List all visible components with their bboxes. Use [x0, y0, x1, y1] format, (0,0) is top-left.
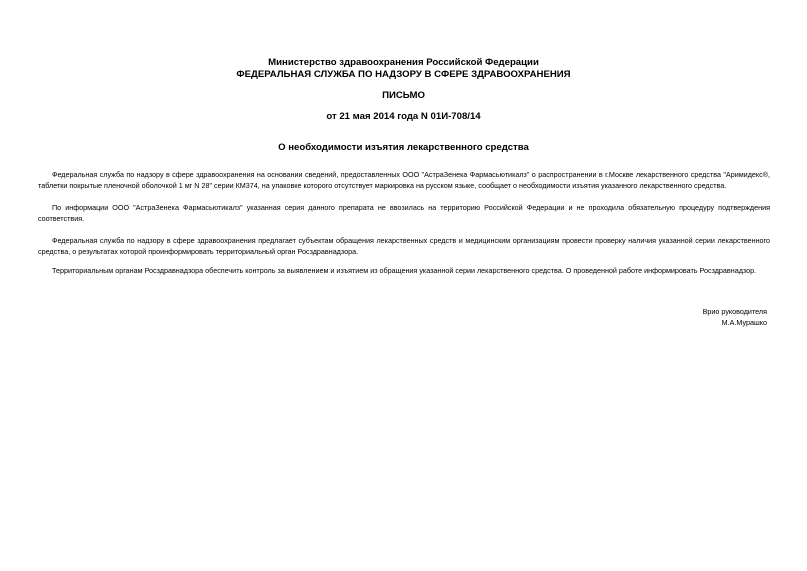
document-type: ПИСЬМО: [382, 90, 425, 101]
document-subject: О необходимости изъятия лекарственного средства: [278, 142, 529, 153]
ministry-name: Министерство здравоохранения Российской Федерации: [268, 57, 539, 68]
signatory-position: Врио руководителя: [702, 307, 767, 316]
document-date-number: от 21 мая 2014 года N 01И-708/14: [326, 111, 481, 122]
body-paragraph-3: Федеральная служба по надзору в сфере здравоохранения предлагает субъектам обращения лекарственных средств и медицинским организациям провести проверку наличия указанной серии лекарственного средства, о результатах которой проинформировать территориальный орган Росздравнадзора.: [38, 236, 770, 256]
body-paragraph-2: По информации ООО "АстраЗенека Фармасьютикалз" указанная серия данного препарата не ввозилась на территорию Российской Федерации и не проходила обязательную процедуру подтверждения соответствия.: [38, 203, 770, 223]
body-paragraph-1: Федеральная служба по надзору в сфере здравоохранения на основании сведений, предоставленных ООО "АстраЗенека Фармасьютикалз" о распространении в г.Москве лекарственного средства "Аримидекс®, таблетки покрытые пленочной оболочкой 1 мг N 28" серии КМ374, на упаковке которого отсутствует маркировка на русском языке, сообщает о необходимости изъятия указанного лекарственного средства.: [38, 170, 770, 190]
signatory-name: М.А.Мурашко: [721, 317, 767, 327]
service-name: ФЕДЕРАЛЬНАЯ СЛУЖБА ПО НАДЗОРУ В СФЕРЕ ЗДРАВООХРАНЕНИЯ: [236, 69, 571, 80]
body-paragraph-4: Территориальным органам Росздравнадзора обеспечить контроль за выявлением и изъятием из обращения указанной серии лекарственного средства. О проведенной работе информировать Росздравнадзор.: [52, 266, 757, 275]
signature-block: [703, 307, 767, 328]
